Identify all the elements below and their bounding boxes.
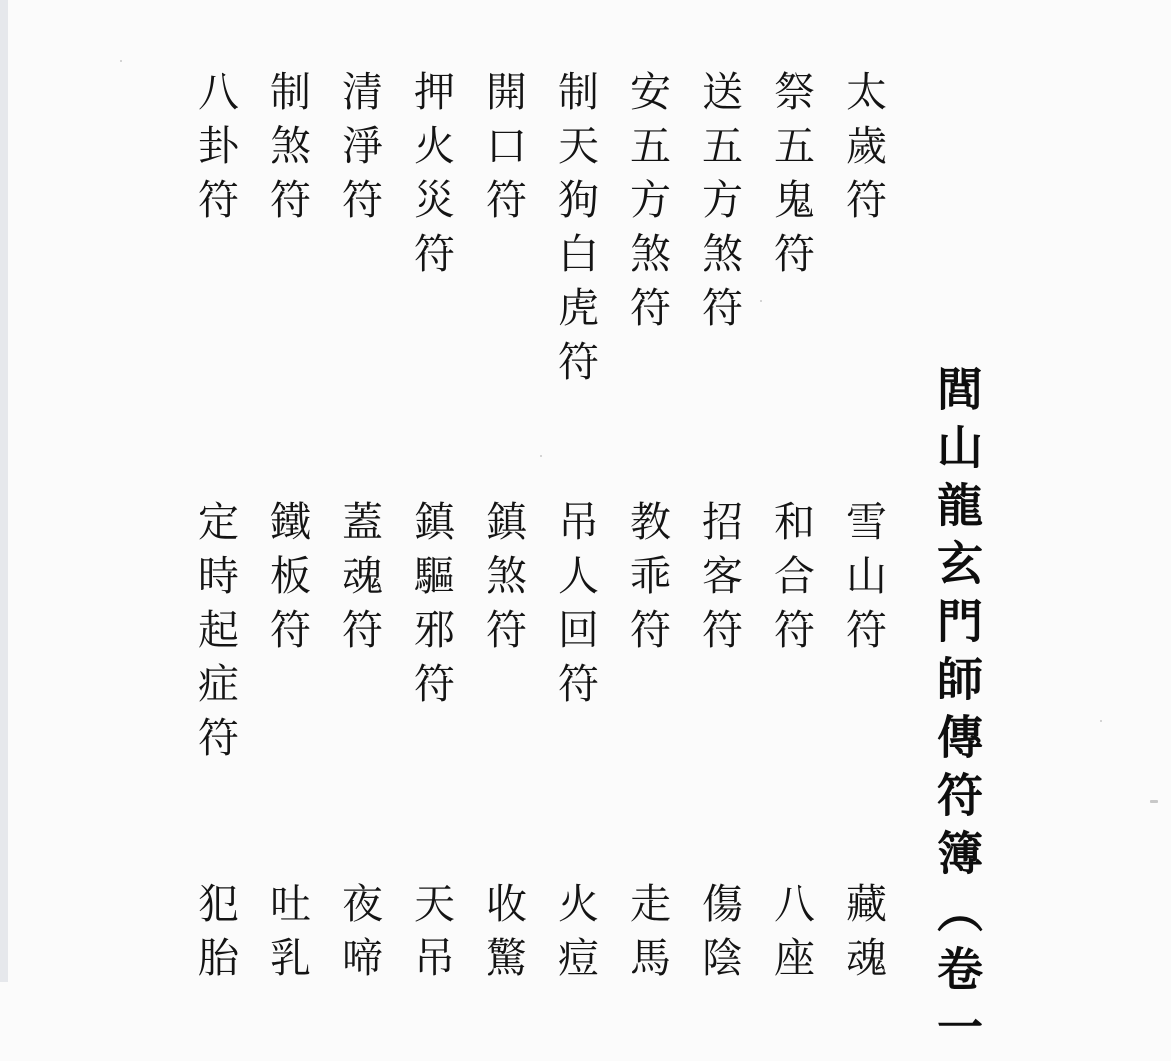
talisman-list-item: 走馬 (623, 882, 671, 990)
talisman-list-item: 吐乳 (263, 882, 311, 990)
talisman-list-item: 夜啼 (335, 882, 383, 990)
talisman-list-item: 火痘 (551, 882, 599, 990)
talisman-list-item: 開口符 (479, 70, 527, 232)
talisman-list-item: 雪山符 (839, 500, 887, 662)
talisman-list-item: 傷陰 (695, 882, 743, 990)
talisman-list-item: 和合符 (767, 500, 815, 662)
page-left-margin (0, 0, 8, 982)
scan-speck (1100, 720, 1102, 722)
talisman-list-item: 鎮驅邪符 (407, 500, 455, 716)
talisman-list-item: 制天狗白虎符 (551, 70, 599, 394)
talisman-list-item: 藏魂 (839, 882, 887, 990)
talisman-list-item: 太歲符 (839, 70, 887, 232)
book-title: 閭山龍玄門師傳符簿（卷一 (930, 365, 984, 1061)
scan-speck (540, 455, 542, 457)
talisman-list-item: 招客符 (695, 500, 743, 662)
talisman-list-item: 祭五鬼符 (767, 70, 815, 286)
talisman-list-item: 清淨符 (335, 70, 383, 232)
talisman-list-item: 制煞符 (263, 70, 311, 232)
talisman-list-item: 鐵板符 (263, 500, 311, 662)
talisman-list-item: 教乖符 (623, 500, 671, 662)
scan-speck (760, 300, 762, 302)
scan-speck (120, 60, 122, 62)
talisman-list-item: 鎮煞符 (479, 500, 527, 662)
talisman-list-item: 蓋魂符 (335, 500, 383, 662)
talisman-list-item: 八卦符 (191, 70, 239, 232)
scan-speck (1150, 800, 1158, 803)
talisman-list-item: 犯胎 (191, 882, 239, 990)
talisman-list-item: 安五方煞符 (623, 70, 671, 340)
talisman-list-item: 吊人回符 (551, 500, 599, 716)
talisman-list-item: 押火災符 (407, 70, 455, 286)
talisman-list-item: 八座 (767, 882, 815, 990)
talisman-list-item: 送五方煞符 (695, 70, 743, 340)
talisman-list-item: 定時起症符 (191, 500, 239, 770)
talisman-list-item: 收驚 (479, 882, 527, 990)
talisman-list-item: 天吊 (407, 882, 455, 990)
